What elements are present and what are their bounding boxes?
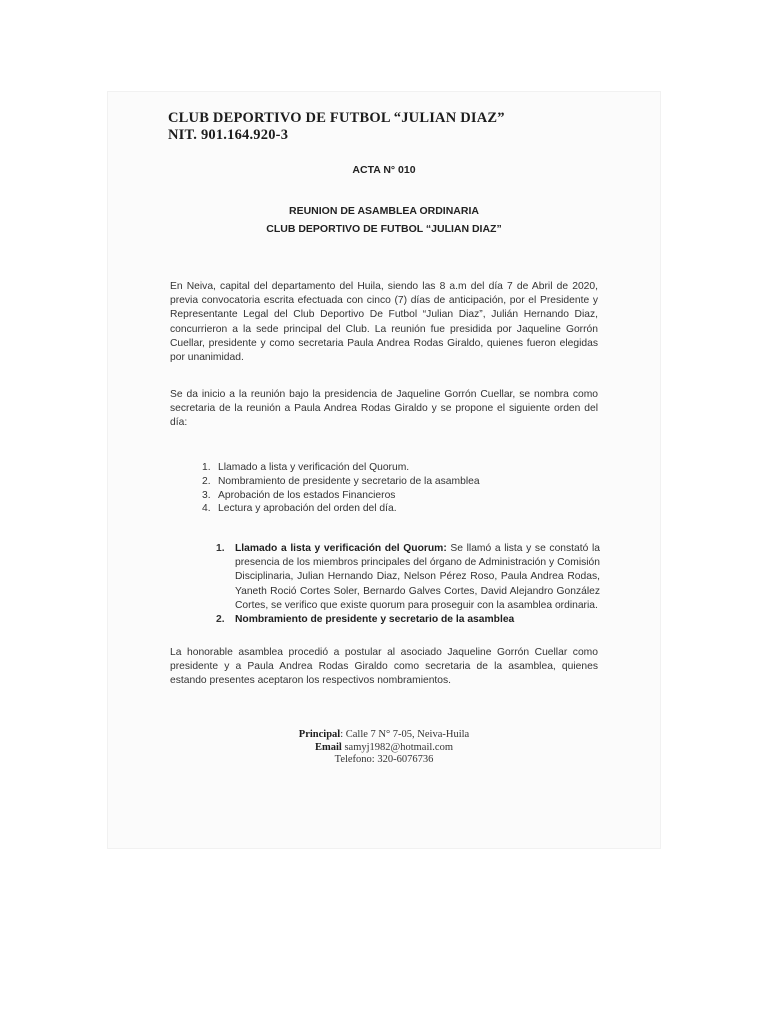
list-item	[202, 461, 582, 475]
list-item-number: 1.	[202, 462, 211, 473]
telefono: Telefono: 320-6076736	[334, 754, 434, 766]
acta-number: ACTA N° 010	[352, 164, 416, 176]
section-title: Llamado a lista y verificación del Quorum:	[235, 543, 447, 554]
list-item-text: Aprobación de los estados Financieros	[218, 489, 396, 501]
principal-label: Principal	[298, 729, 341, 740]
email-address: samyj1982@hotmail.com	[341, 741, 453, 753]
nit-heading: NIT. 901.164.920-3	[168, 127, 289, 143]
principal-address: : Calle 7 N° 7-05, Neiva-Huila	[340, 729, 470, 740]
list-item	[202, 502, 582, 516]
list-item-number: 3.	[202, 489, 211, 501]
list-item-number: 2.	[202, 475, 211, 487]
list-item-text: Nombramiento de presidente y secretario de la asamblea	[218, 475, 480, 487]
agenda-list	[202, 461, 582, 516]
section-number: 2.	[216, 614, 225, 626]
club-name-heading: CLUB DEPORTIVO DE FUTBOL “JULIAN DIAZ”	[168, 110, 505, 126]
list-item	[202, 489, 582, 503]
appointment-paragraph: La honorable asamblea procedió a postular al asociado Jaqueline Gorrón Cuellar como presidente y a Paula Andrea Rodas Giraldo como secretaria de la asamblea, quienes estando presentes aceptaron los respectivos nombramientos.	[170, 647, 598, 687]
section-number: 1.	[216, 543, 225, 554]
email-label: Email	[314, 741, 342, 753]
list-item	[202, 475, 582, 489]
section-title: Nombramiento de presidente y secretario de la asamblea	[235, 614, 515, 626]
document-page	[108, 92, 660, 848]
list-item-number: 4.	[202, 503, 211, 515]
list-item-text: Llamado a lista y verificación del Quorum.	[218, 462, 410, 473]
intro-paragraph: En Neiva, capital del departamento del Huila, siendo las 8 a.m del día 7 de Abril de 2020, previa convocatoria escrita efectuada con cinco (7) días de anticipación, por el Presidente y Representante Legal del Club Deportivo De Futbol “Julian Diaz”, Julián Hernando Diaz, concurrieron a la sede principal del Club. La reunión fue presidida por Jaqueline Gorrón Cuellar, presidente y como secretaria Paula Andrea Rodas Giraldo, quienes fueron elegidas por unanimidad.	[170, 281, 598, 364]
letterhead-footer	[108, 729, 660, 767]
appointment-section-heading	[216, 613, 600, 627]
acta-title: REUNION DE ASAMBLEA ORDINARIA	[289, 205, 479, 217]
acta-subtitle: CLUB DEPORTIVO DE FUTBOL “JULIAN DIAZ”	[266, 223, 502, 235]
quorum-section	[216, 542, 600, 627]
section-text: Se llamó a lista y se constató la presencia de los miembros principales del órgano de Administración y Comisión Disciplinaria, Julian Hernando Diaz, Nelson Pérez Roso, Paula Andrea Rodas, Yaneth Roció Cortes Soler, Bernardo Galves Cortes, David Alejandro González Cortes, se verifico que existe quorum para proseguir con la asamblea ordinaria.	[235, 543, 601, 611]
agenda-intro-paragraph: Se da inicio a la reunión bajo la presidencia de Jaqueline Gorrón Cuellar, se nombra como secretaria de la reunión a Paula Andrea Rodas Giraldo y se propone el siguiente orden del día:	[170, 389, 598, 429]
list-item-text: Lectura y aprobación del orden del día.	[218, 503, 397, 515]
